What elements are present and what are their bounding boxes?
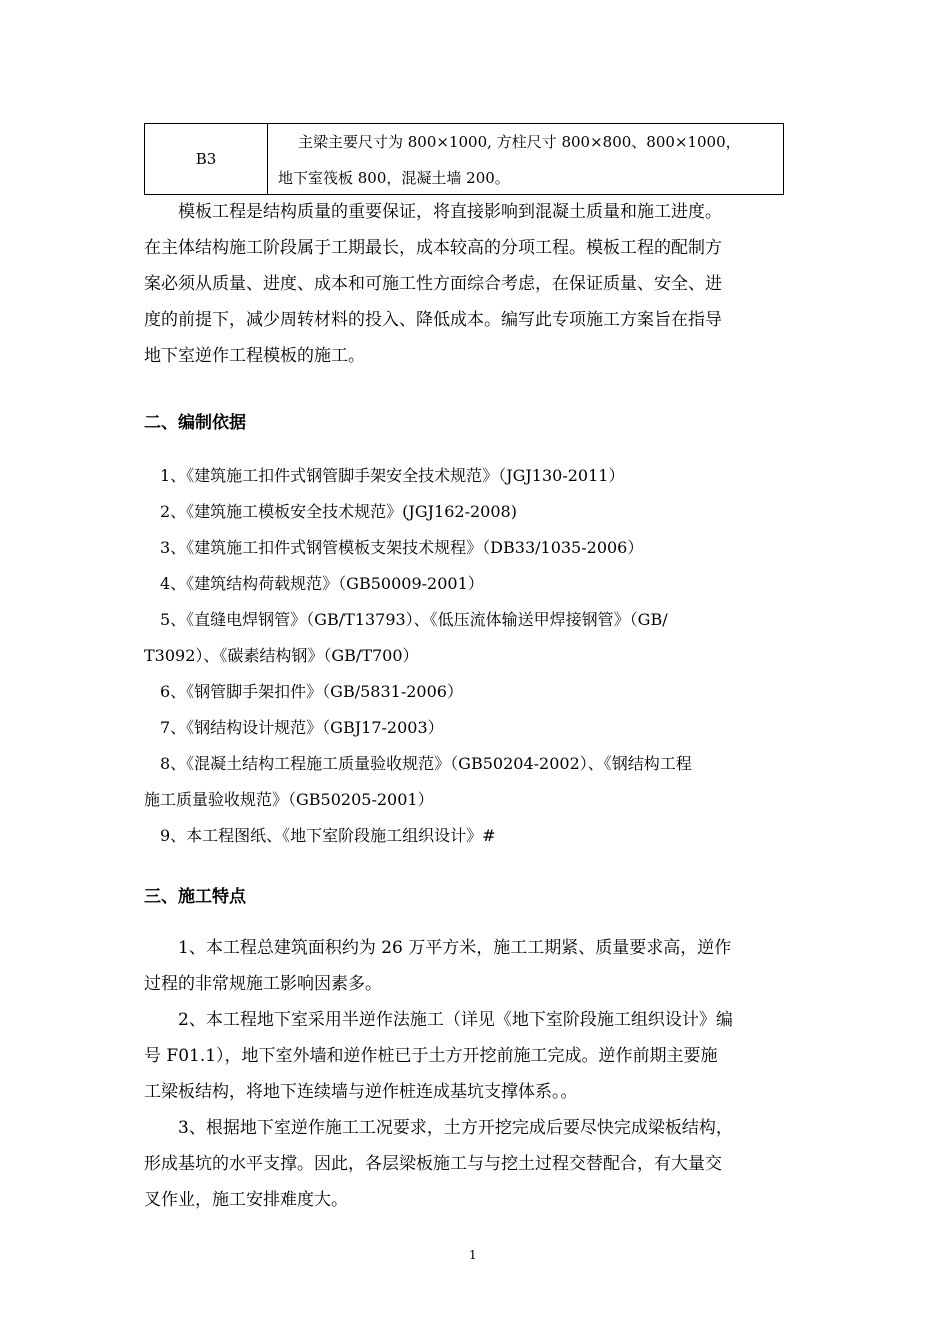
reference-item: 2、《建筑施工模板安全技术规范》(JGJ162-2008) (144, 502, 517, 521)
spec-table (144, 123, 784, 195)
page-number: 1 (469, 1248, 477, 1262)
text-line: 案必须从质量、进度、成本和可施工性方面综合考虑，在保证质量、安全、进 (144, 274, 722, 294)
section-heading: 二、编制依据 (144, 413, 246, 433)
reference-item: 8、《混凝土结构工程施工质量验收规范》（GB50204-2002）、《钢结构工程 (144, 754, 692, 773)
text-line: 过程的非常规施工影响因素多。 (144, 974, 382, 994)
table-cell-level: B3 (145, 124, 268, 194)
features-paragraph (144, 930, 808, 1218)
reference-item: 4、《建筑结构荷载规范》（GB50009-2001） (144, 574, 484, 593)
table-desc-line-2: 地下室筏板 800，混凝土墙 200。 (278, 169, 510, 187)
text-line: 模板工程是结构质量的重要保证，将直接影响到混凝土质量和施工进度。 (144, 202, 722, 222)
text-line: 2、本工程地下室采用半逆作法施工（详见《地下室阶段施工组织设计》编 (144, 1010, 733, 1030)
text-line: 叉作业，施工安排难度大。 (144, 1190, 348, 1210)
text-line: 3、根据地下室逆作施工工况要求，土方开挖完成后要尽快完成梁板结构， (144, 1118, 733, 1138)
reference-item: T3092）、《碳素结构钢》（GB/T700） (144, 646, 419, 665)
table-cell-description (268, 124, 783, 194)
reference-item: 施工质量验收规范》（GB50205-2001） (144, 790, 434, 809)
reference-item: 6、《钢管脚手架扣件》（GB/5831-2006） (144, 682, 463, 701)
text-line: 号 F01.1），地下室外墙和逆作桩已于土方开挖前施工完成。逆作前期主要施 (144, 1046, 718, 1066)
reference-item: 5、《直缝电焊钢管》（GB/T13793）、《低压流体输送甲焊接钢管》（GB/ (144, 610, 668, 629)
text-line: 地下室逆作工程模板的施工。 (144, 346, 365, 366)
text-line: 1、本工程总建筑面积约为 26 万平方米，施工工期紧、质量要求高，逆作 (144, 938, 732, 958)
text-line: 在主体结构施工阶段属于工期最长，成本较高的分项工程。模板工程的配制方 (144, 238, 722, 258)
reference-item: 3、《建筑施工扣件式钢管模板支架技术规程》（DB33/1035-2006） (144, 538, 644, 557)
text-line: 工梁板结构，将地下连续墙与逆作桩连成基坑支撑体系。。 (144, 1082, 578, 1102)
section-heading: 三、施工特点 (144, 887, 246, 907)
intro-paragraph (144, 194, 808, 374)
reference-item: 9、本工程图纸、《地下室阶段施工组织设计》# (144, 826, 496, 845)
reference-item: 7、《钢结构设计规范》（GBJ17-2003） (144, 718, 444, 737)
text-line: 形成基坑的水平支撑。因此，各层梁板施工与与挖土过程交替配合，有大量交 (144, 1154, 722, 1174)
table-desc-line-1: 主梁主要尺寸为 800×1000, 方柱尺寸 800×800、800×1000， (298, 133, 741, 151)
text-line: 度的前提下，减少周转材料的投入、降低成本。编写此专项施工方案旨在指导 (144, 310, 722, 330)
reference-item: 1、《建筑施工扣件式钢管脚手架安全技术规范》（JGJ130-2011） (144, 466, 625, 485)
